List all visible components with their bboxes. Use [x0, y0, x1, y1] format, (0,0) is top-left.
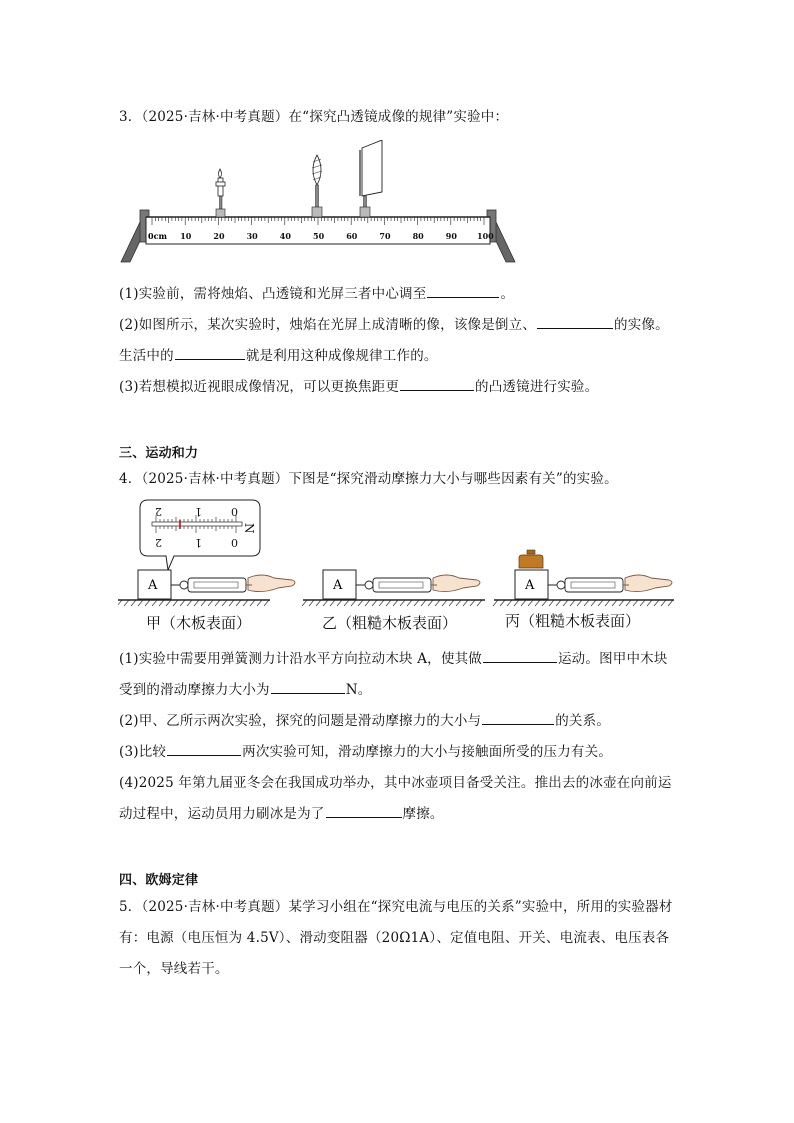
gauge-bottom-label-1: 1	[195, 536, 202, 549]
bench-unit-label: 0cm	[148, 231, 167, 241]
setup-jia	[118, 570, 295, 600]
friction-experiment-figure	[118, 492, 678, 637]
setup-bing	[494, 550, 674, 600]
q4-p1b: 受到的滑动摩擦力大小为 N。	[119, 682, 372, 698]
section-4-heading: 四、欧姆定律	[119, 873, 199, 888]
bench-tick-label: 100	[477, 231, 494, 241]
light-screen-icon	[360, 140, 382, 217]
bench-tick-label: 40	[279, 231, 291, 241]
hand-icon	[246, 575, 295, 592]
answer-blank-2[interactable]	[537, 316, 613, 329]
answer-blank-1[interactable]	[427, 285, 499, 298]
block-a-label: A	[148, 578, 158, 593]
caption-jia: 甲（木板表面）	[146, 614, 252, 632]
q3-p2b: 生活中的 就是利用这种成像规律工作的。	[119, 348, 438, 364]
answer-blank-3[interactable]	[175, 347, 245, 360]
q4-p3: (3)比较 两次实验可知，滑动摩擦力的大小与接触面所受的压力有关。	[119, 744, 613, 760]
answer-blank-6[interactable]	[271, 681, 345, 694]
bench-tick-label: 10	[180, 231, 192, 241]
gauge-bottom-label-2: 2	[155, 536, 162, 549]
gauge-top-label-0: 0	[231, 505, 238, 518]
bench-tick-label: 50	[313, 231, 325, 241]
caption-yi: 乙（粗糙木板表面）	[322, 614, 458, 632]
spring-scale-gauge-callout	[140, 500, 260, 570]
bench-tick-label: 70	[379, 231, 391, 241]
bench-tick-label: 90	[445, 231, 457, 241]
gauge-top-label-1: 1	[195, 505, 202, 518]
answer-blank-8[interactable]	[167, 743, 241, 756]
q4-p1a: (1)实验中需要用弹簧测力计沿水平方向拉动木块 A，使其做 运动。图甲中木块	[119, 651, 668, 667]
caption-bing: 丙（粗糙木板表面）	[505, 612, 641, 630]
convex-lens-icon	[312, 155, 322, 217]
hand-icon	[623, 575, 672, 592]
q3-p3: (3)若想模拟近视眼成像情况，可以更换焦距更 的凸透镜进行实验。	[119, 379, 599, 395]
setup-yi	[303, 570, 485, 600]
q5-line-2: 有：电源（电压恒为 4.5V）、滑动变阻器（20Ω1A）、定值电阻、开关、电流表、电压表各	[119, 930, 670, 946]
block-a-label: A	[525, 578, 535, 593]
gauge-unit: N	[242, 523, 256, 534]
q3-p1: (1)实验前，需将烛焰、凸透镜和光屏三者中心调至 。	[119, 286, 515, 302]
q5-line-1: 5．（2025·吉林·中考真题）某学习小组在“探究电流与电压的关系”实验中，所用的实验器材	[119, 899, 673, 915]
optical-bench-figure	[118, 140, 518, 270]
answer-blank-9[interactable]	[326, 805, 402, 818]
answer-blank-4[interactable]	[400, 378, 474, 391]
q3-p2: (2)如图所示，某次实验时，烛焰在光屏上成清晰的像，该像是倒立、 的实像。	[119, 317, 669, 333]
bench-tick-label: 30	[246, 231, 258, 241]
section-3-heading: 三、运动和力	[119, 446, 199, 461]
weight-icon	[519, 550, 543, 568]
bench-tick-label: 60	[346, 231, 358, 241]
hand-icon	[431, 575, 480, 592]
block-a-label: A	[333, 578, 343, 593]
answer-blank-7[interactable]	[482, 712, 554, 725]
q5-line-3: 一个，导线若干。	[119, 961, 229, 977]
answer-blank-5[interactable]	[483, 650, 557, 663]
bench-tick-label: 80	[412, 231, 424, 241]
q3-title: 3．（2025·吉林·中考真题）在“探究凸透镜成像的规律”实验中：	[119, 109, 509, 125]
gauge-bottom-label-0: 0	[231, 536, 238, 549]
q4-p4b: 动过程中，运动员用力刷冰是为了 摩擦。	[119, 806, 444, 822]
q4-p4a: (4)2025 年第九届亚冬会在我国成功举办，其中冰壶项目备受关注。推出去的冰壶在向前运	[119, 775, 672, 791]
q4-p2: (2)甲、乙所示两次实验，探究的问题是滑动摩擦力的大小与 的关系。	[119, 713, 611, 729]
gauge-top-label-2: 2	[155, 505, 162, 518]
candle-icon	[216, 169, 225, 217]
q4-title: 4．（2025·吉林·中考真题）下图是“探究滑动摩擦力大小与哪些因素有关”的实验。	[119, 471, 618, 487]
bench-tick-label: 20	[213, 231, 225, 241]
